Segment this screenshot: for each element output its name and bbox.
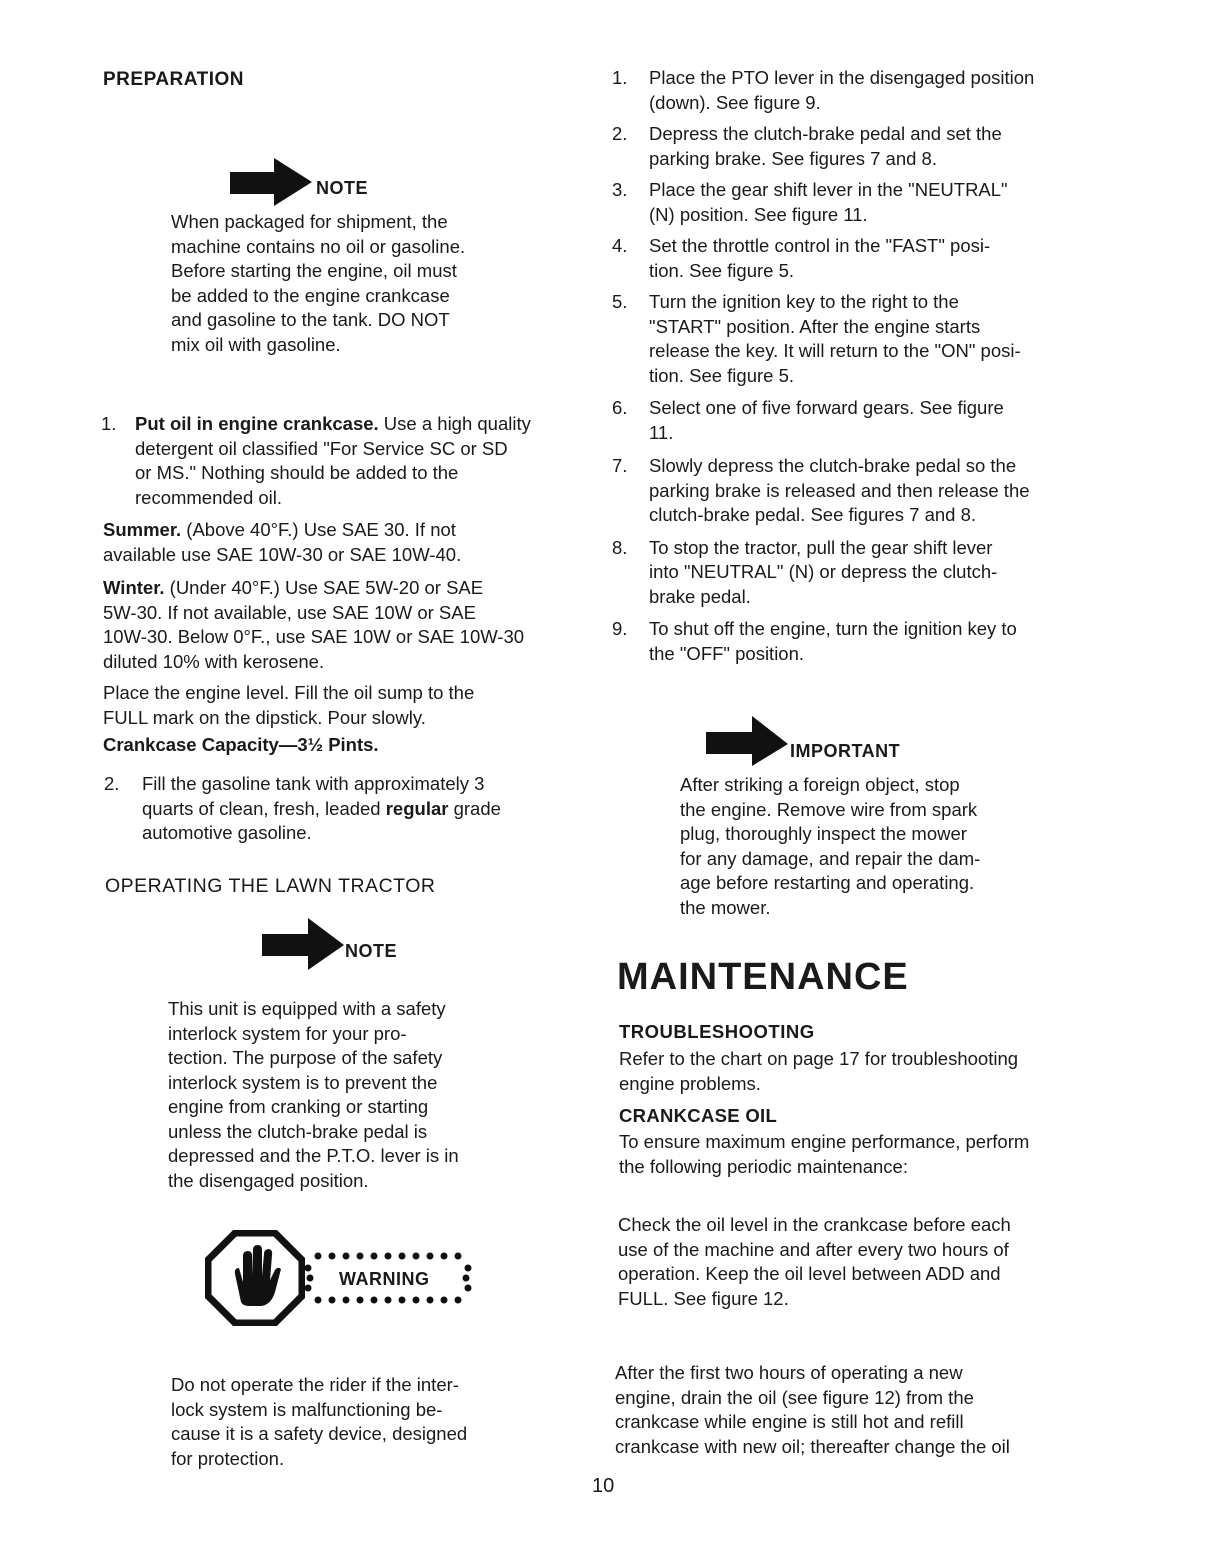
important-callout [706,716,788,766]
step-line: tion. See figure 5. [649,259,795,281]
note-line: and gasoline to the tank. DO NOT [171,309,450,330]
operating-steps [612,66,1097,666]
step-number: 7. [612,455,628,476]
step-number: 6. [612,397,628,418]
step-line: To stop the tractor, pull the gear shift lever [649,536,993,558]
after-hours-paragraph [615,1361,1100,1459]
paragraph-line: Check the oil level in the crankcase before each [618,1214,1011,1235]
operating-step [612,122,1097,171]
step-line: Set the throttle control in the "FAST" posi- [649,235,991,256]
note-line: interlock system for your pro- [168,1022,407,1044]
note-callout-1 [230,158,312,206]
troubleshooting-heading: TROUBLESHOOTING [619,1021,815,1042]
warning-line: for protection. [171,1447,285,1469]
important-line: the engine. Remove wire from spark [680,798,978,820]
step-line: Select one of five forward gears. See figure [649,397,1004,418]
step-text: grade [448,797,501,819]
step-line: Place the PTO lever in the disengaged position [649,67,1035,88]
maintenance-title: MAINTENANCE [617,956,909,998]
step-line: (down). See figure 9. [649,91,821,113]
troubleshooting-paragraph [619,1047,1104,1096]
summer-label: Summer. [103,519,182,540]
note-line: interlock system is to prevent the [168,1071,438,1093]
operating-step [612,234,1097,283]
warning-line: lock system is malfunctioning be- [171,1398,443,1420]
paragraph-line: engine, drain the oil (see figure 12) from the [615,1386,974,1408]
paragraph-line: Place the engine level. Fill the oil sump to the [103,682,475,703]
warning-callout [205,1230,305,1333]
summer-line: available use SAE 10W-30 or SAE 10W-40. [103,543,462,565]
step-line: recommended oil. [135,486,283,508]
paragraph-line: Refer to the chart on page 17 for troubleshooting [619,1048,1019,1069]
page-number: 10 [592,1475,615,1497]
step-line: "START" position. After the engine starts [649,315,981,337]
step-line: release the key. It will return to the "ON" posi- [649,340,1021,361]
arrow-icon [706,716,788,766]
step-number: 2. [104,773,120,794]
winter-text: (Under 40°F.) Use SAE 5W-20 or SAE [164,577,484,598]
step-line: into "NEUTRAL" (N) or depress the clutch- [649,561,998,582]
note-body-1 [171,210,531,357]
step-bold-word: regular [385,797,449,819]
warning-body [171,1373,523,1471]
warning-line: cause it is a safety device, designed [171,1423,468,1444]
winter-label: Winter. [103,577,165,598]
winter-line: 10W-30. Below 0°F., use SAE 10W or SAE 10W-30 [103,626,525,647]
crankcase-paragraph [619,1130,1104,1179]
note-line: be added to the engine crankcase [171,284,450,306]
note-line: Before starting the engine, oil must [171,260,457,281]
note-callout-2 [262,918,344,970]
step-number: 1. [101,413,117,434]
paragraph-line: the following periodic maintenance: [619,1155,908,1177]
step-line: Fill the gasoline tank with approximately 3 [142,773,485,794]
step-number: 9. [612,618,628,639]
step-bold-lead: Put oil in engine crankcase. [135,413,379,434]
paragraph-line: engine problems. [619,1072,761,1094]
note-line: machine contains no oil or gasoline. [171,235,466,257]
step-number: 5. [612,291,628,312]
important-title: IMPORTANT [790,741,901,761]
note-line: depressed and the P.T.O. lever is in [168,1145,459,1166]
step-line: Turn the ignition key to the right to the [649,291,959,312]
step-line: brake pedal. [649,585,751,607]
step-line: (N) position. See figure 11. [649,203,868,225]
prep-step-1 [101,412,581,510]
place-level-paragraph [103,681,583,730]
operating-step [612,178,1097,227]
summer-paragraph [103,518,583,567]
stop-hand-icon [205,1230,305,1326]
step-line: parking brake is released and then release the [649,479,1030,501]
step-line: automotive gasoline. [142,822,312,843]
step-line: clutch-brake pedal. See figures 7 and 8. [649,504,977,525]
step-number: 3. [612,179,628,200]
step-line: 11. [649,421,674,443]
note-line: mix oil with gasoline. [171,333,341,355]
important-body [680,773,1030,920]
important-line: for any damage, and repair the dam- [680,847,981,869]
important-line: age before restarting and operating. [680,872,975,893]
warning-line: Do not operate the rider if the inter- [171,1374,459,1395]
winter-line: 5W-30. If not available, use SAE 10W or SAE [103,601,476,623]
preparation-heading: PREPARATION [103,69,244,90]
paragraph-line: operation. Keep the oil level between ADD and [618,1263,1001,1284]
important-line: After striking a foreign object, stop [680,774,960,795]
note-line: This unit is equipped with a safety [168,998,446,1019]
crankcase-capacity: Crankcase Capacity—3½ Pints. [103,734,379,755]
warning-label: WARNING [339,1269,430,1289]
note-line: tection. The purpose of the safety [168,1047,443,1068]
note-line: When packaged for shipment, the [171,211,448,232]
note-line: engine from cranking or starting [168,1096,429,1117]
winter-line: diluted 10% with kerosene. [103,650,325,672]
step-line: Depress the clutch-brake pedal and set the [649,123,1002,144]
paragraph-line: FULL mark on the dipstick. Pour slowly. [103,706,426,728]
operating-step [612,454,1097,528]
step-text: quarts of clean, fresh, leaded [142,797,386,819]
operating-step [612,290,1097,388]
operating-step [612,617,1097,666]
summer-text: (Above 40°F.) Use SAE 30. If not [181,519,456,540]
step-line: Slowly depress the clutch-brake pedal so the [649,455,1017,476]
important-line: plug, thoroughly inspect the mower [680,823,967,844]
prep-step-2 [104,772,584,846]
paragraph-line: To ensure maximum engine performance, perform [619,1131,1030,1152]
step-number: 1. [612,67,628,88]
paragraph-line: crankcase with new oil; thereafter change the oil [615,1435,1010,1457]
step-number: 4. [612,235,628,256]
paragraph-line: use of the machine and after every two hours of [618,1238,1009,1260]
check-oil-paragraph [618,1213,1103,1311]
step-line: or MS." Nothing should be added to the [135,462,459,483]
note-body-2 [168,997,516,1193]
step-line: the "OFF" position. [649,642,805,664]
paragraph-line: After the first two hours of operating a new [615,1362,963,1383]
step-line: detergent oil classified "For Service SC or SD [135,437,508,459]
note-title-1: NOTE [316,178,369,198]
winter-paragraph [103,576,583,674]
paragraph-line: crankcase while engine is still hot and refill [615,1411,964,1432]
note-line: unless the clutch-brake pedal is [168,1120,428,1142]
operating-step [612,66,1097,115]
important-line: the mower. [680,896,771,918]
arrow-icon [230,158,312,206]
operating-heading: OPERATING THE LAWN TRACTOR [105,875,436,897]
step-line: tion. See figure 5. [649,364,795,386]
note-line: the disengaged position. [168,1169,369,1191]
arrow-icon [262,918,344,970]
step-line: Place the gear shift lever in the "NEUTRAL" [649,179,1008,200]
step-line: To shut off the engine, turn the ignition key to [649,618,1017,639]
step-line: parking brake. See figures 7 and 8. [649,147,937,169]
note-title-2: NOTE [345,941,398,961]
step-number: 2. [612,123,628,144]
paragraph-line: FULL. See figure 12. [618,1287,789,1309]
operating-step [612,396,1097,445]
operating-step [612,536,1097,610]
step-text: Use a high quality [378,413,531,434]
crankcase-oil-heading: CRANKCASE OIL [619,1105,778,1126]
step-number: 8. [612,536,628,558]
